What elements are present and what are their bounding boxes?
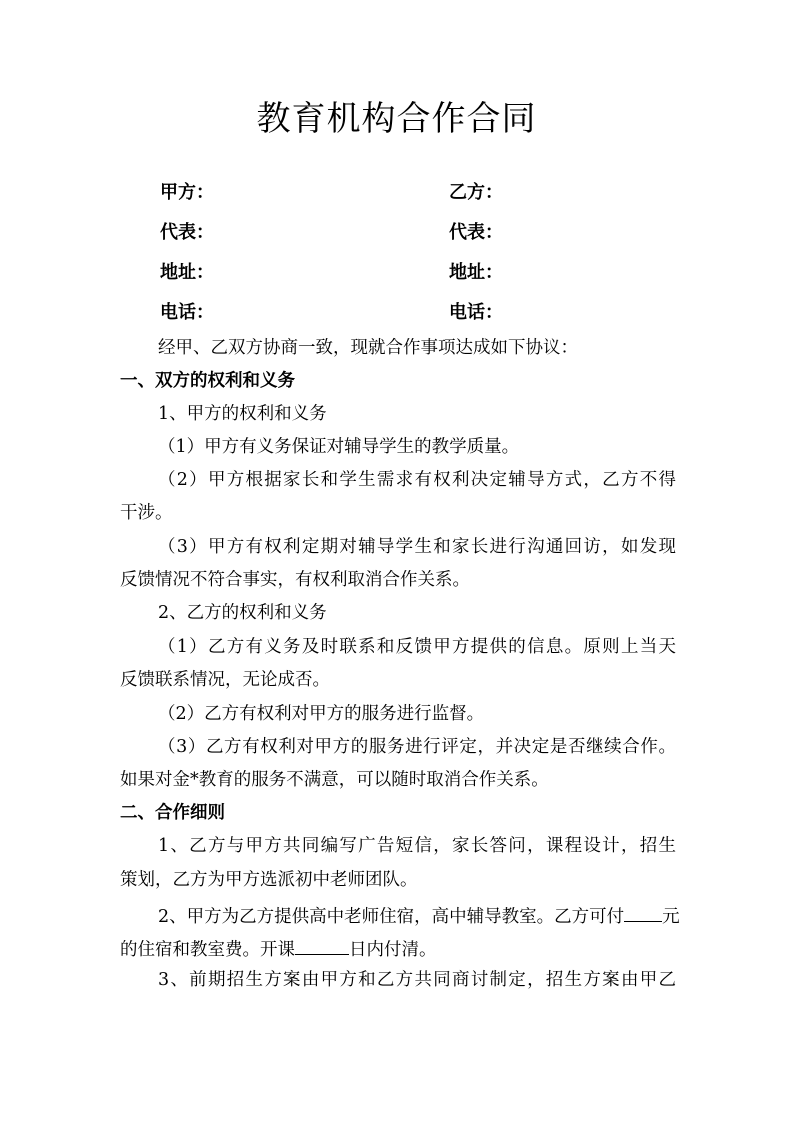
clause-b1-line1: （1）乙方有义务及时联系和反馈甲方提供的信息。原则上当天 xyxy=(158,637,676,657)
clause-b1-line2: 反馈联系情况，无论成否。 xyxy=(120,670,330,690)
party-b-phone: 电话： xyxy=(449,302,503,323)
fee-amount-blank xyxy=(624,901,662,922)
clause-c1-line1: 1、乙方与甲方共同编写广告短信，家长答问，课程设计，招生 xyxy=(158,836,676,856)
party-a-representative: 代表： xyxy=(160,222,214,243)
party-b-representative: 代表： xyxy=(449,222,503,243)
clause-c2-line2-tail: 日内付清。 xyxy=(349,940,437,960)
clause-b2: （2）乙方有权利对甲方的服务进行监督。 xyxy=(158,704,485,724)
clause-c2-line1 xyxy=(158,901,678,929)
section-2-heading: 二、合作细则 xyxy=(120,803,225,823)
clause-b3-line1: （3）乙方有权利对甲方的服务进行评定，并决定是否继续合作。 xyxy=(158,737,676,757)
document-title: 教育机构合作合同 xyxy=(256,99,537,139)
clause-c2-line2 xyxy=(120,934,680,962)
section-1-subheading-party-a: 1、甲方的权利和义务 xyxy=(158,404,327,424)
clause-a3-line1: （3）甲方有权利定期对辅导学生和家长进行沟通回访，如发现 xyxy=(158,537,676,557)
clause-b3-line2: 如果对金*教育的服务不满意，可以随时取消合作关系。 xyxy=(120,770,549,790)
party-a-address: 地址： xyxy=(160,262,214,283)
section-1-subheading-party-b: 2、乙方的权利和义务 xyxy=(158,603,327,623)
party-a-phone: 电话： xyxy=(160,302,214,323)
clause-a1: （1）甲方有义务保证对辅导学生的教学质量。 xyxy=(158,437,520,457)
party-b-label: 乙方： xyxy=(449,182,503,203)
party-b-address: 地址： xyxy=(449,262,503,283)
clause-c2-line2-text: 的住宿和教室费。开课 xyxy=(120,940,295,960)
party-a-label: 甲方： xyxy=(160,182,214,203)
clause-a2-line2: 干涉。 xyxy=(120,503,173,523)
section-1-heading: 一、双方的权利和义务 xyxy=(120,371,295,391)
currency-unit: 元 xyxy=(662,907,680,927)
intro-paragraph: 经甲、乙双方协商一致，现就合作事项达成如下协议： xyxy=(158,338,578,358)
payment-days-blank xyxy=(295,934,349,955)
clause-a3-line2: 反馈情况不符合事实，有权利取消合作关系。 xyxy=(120,570,470,590)
clause-c1-line2: 策划，乙方为甲方选派初中老师团队。 xyxy=(120,870,418,890)
clause-a2-line1: （2）甲方根据家长和学生需求有权利决定辅导方式，乙方不得 xyxy=(158,470,676,490)
clause-c2-line1-text: 2、甲方为乙方提供高中老师住宿，高中辅导教室。乙方可付 xyxy=(158,907,625,927)
clause-c3-line1: 3、前期招生方案由甲方和乙方共同商讨制定，招生方案由甲乙 xyxy=(158,970,676,990)
